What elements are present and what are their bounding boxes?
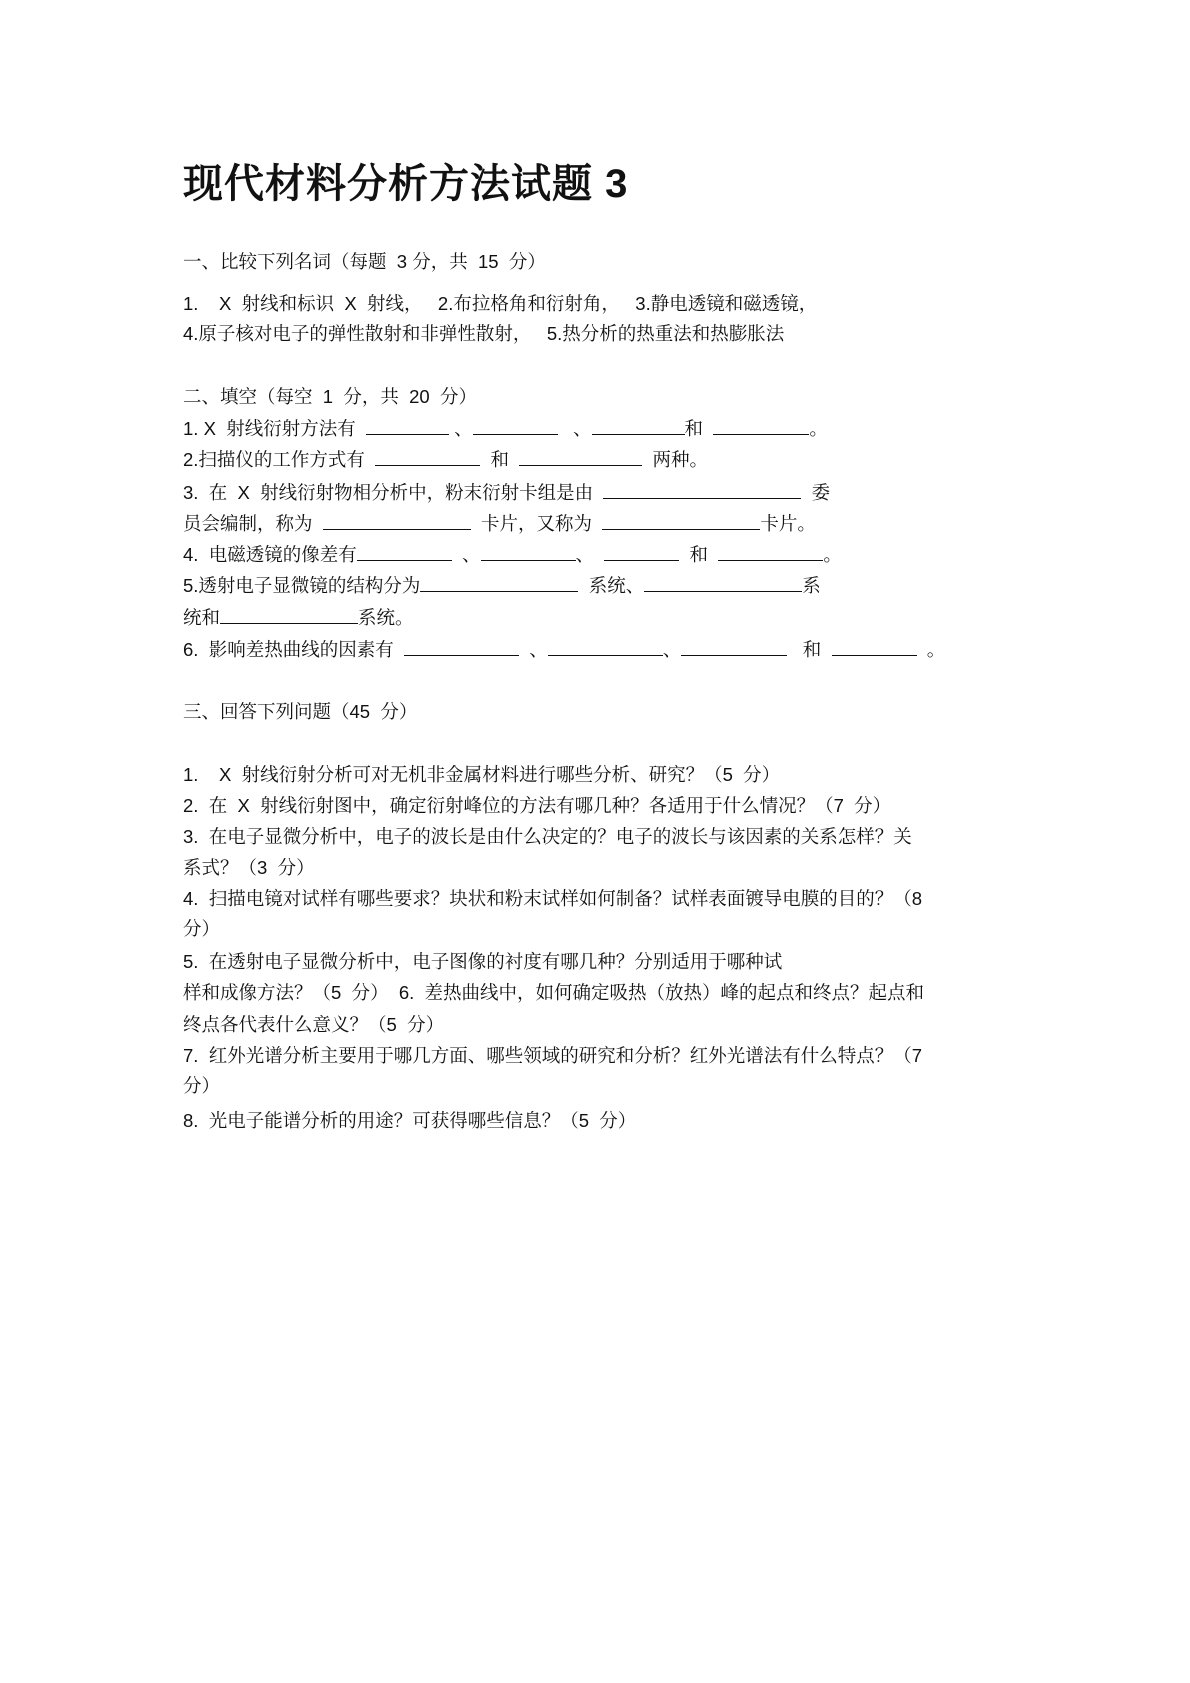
fill-in-question [183, 605, 414, 630]
question-text: 、 [451, 544, 481, 565]
answer-blank[interactable] [357, 542, 452, 561]
question-text: 4. 电磁透镜的像差有 [183, 544, 357, 565]
question-line: 2. 在 X 射线衍射图中，确定衍射峰位的方法有哪几种？各适用于什么情况？（7 分） [183, 795, 892, 816]
answer-blank[interactable] [718, 542, 823, 561]
question-text: 员会编制，称为 [183, 513, 323, 534]
question-line: 3. 在电子显微分析中，电子的波长是由什么决定的？电子的波长与该因素的关系怎样？关 [183, 826, 912, 847]
fill-in-question [183, 637, 945, 662]
question-text: 5.透射电子显微镜的结构分为 [183, 575, 421, 596]
question-line: 5. 在透射电子显微分析中，电子图像的衬度有哪几种？分别适用于哪种试 [183, 951, 783, 972]
question-text: 委 [801, 482, 831, 503]
answer-blank[interactable] [713, 416, 809, 435]
question-text: 和 [787, 639, 832, 660]
question-text: 和 [480, 449, 520, 470]
fill-in-question [183, 511, 816, 536]
question-text: 、 [448, 418, 473, 439]
fill-in-question [183, 447, 708, 472]
question-text: 系统、 [578, 575, 645, 596]
fill-in-question [183, 480, 830, 505]
fill-in-question [183, 542, 842, 567]
question-text: 统和 [183, 607, 221, 628]
question-text: 6. 影响差热曲线的因素有 [183, 639, 404, 660]
question-line: 终点各代表什么意义？（5 分） [183, 1014, 445, 1035]
answer-blank[interactable] [604, 542, 679, 561]
section-2-heading: 二、填空（每空 1 分，共 20 分） [183, 386, 477, 407]
answer-blank[interactable] [519, 447, 642, 466]
question-text: 、 [557, 418, 592, 439]
question-line: 样和成像方法？（5 分） 6. 差热曲线中，如何确定吸热（放热）峰的起点和终点？起点和 [183, 982, 925, 1003]
answer-blank[interactable] [473, 416, 558, 435]
answer-blank[interactable] [481, 542, 576, 561]
answer-blank[interactable] [832, 637, 917, 656]
question-line: 7. 红外光谱分析主要用于哪几方面、哪些领域的研究和分析？红外光谱法有什么特点？（7 [183, 1045, 923, 1066]
question-line: 8. 光电子能谱分析的用途？可获得哪些信息？（5 分） [183, 1110, 637, 1131]
question-line: 1. X 射线衍射分析可对无机非金属材料进行哪些分析、研究？（5 分） [183, 764, 781, 785]
question-text: 1. X 射线衍射方法有 [183, 418, 366, 439]
document-title: 现代材料分析方法试题 3 [183, 162, 629, 206]
answer-blank[interactable] [404, 637, 519, 656]
answer-blank[interactable] [323, 511, 471, 530]
question-text: 2.扫描仪的工作方式有 [183, 449, 376, 470]
question-text: 、 [662, 639, 682, 660]
question-text: 和 [679, 544, 719, 565]
answer-blank[interactable] [644, 573, 802, 592]
answer-blank[interactable] [548, 637, 663, 656]
question-text: 、 [519, 639, 548, 660]
answer-blank[interactable] [420, 573, 578, 592]
question-text: 、 [575, 544, 605, 565]
question-text: 系 [802, 575, 821, 596]
answer-blank[interactable] [602, 511, 760, 530]
question-text: 卡片。 [760, 513, 816, 534]
answer-blank[interactable] [592, 416, 685, 435]
question-text: 系统。 [358, 607, 414, 628]
question-text: 两种。 [642, 449, 709, 470]
question-text: 。 [823, 544, 842, 565]
question-text: 卡片，又称为 [470, 513, 603, 534]
question-text: 。 [809, 418, 828, 439]
fill-in-question [183, 573, 821, 598]
section-1-heading: 一、比较下列名词（每题 3 分，共 15 分） [183, 251, 546, 272]
answer-blank[interactable] [366, 416, 449, 435]
section-1-line: 4.原子核对电子的弹性散射和非弹性散射， 5.热分析的热重法和热膨胀法 [183, 323, 785, 344]
question-text: 3. 在 X 射线衍射物相分析中，粉末衍射卡组是由 [183, 482, 604, 503]
answer-blank[interactable] [603, 480, 801, 499]
section-1-line: 1. X 射线和标识 X 射线， 2.布拉格角和衍射角， 3.静电透镜和磁透镜， [183, 293, 818, 314]
question-line: 分） [183, 918, 221, 939]
answer-blank[interactable] [220, 605, 358, 624]
section-3-heading: 三、回答下列问题（45 分） [183, 701, 418, 722]
fill-in-question [183, 416, 828, 441]
answer-blank[interactable] [375, 447, 480, 466]
question-line: 4. 扫描电镜对试样有哪些要求？块状和粉末试样如何制备？试样表面镀导电膜的目的？（8 [183, 888, 923, 909]
question-text: 和 [684, 418, 714, 439]
answer-blank[interactable] [681, 637, 787, 656]
question-text: 。 [916, 639, 946, 660]
question-line: 分） [183, 1075, 221, 1096]
question-line: 系式？（3 分） [183, 857, 315, 878]
